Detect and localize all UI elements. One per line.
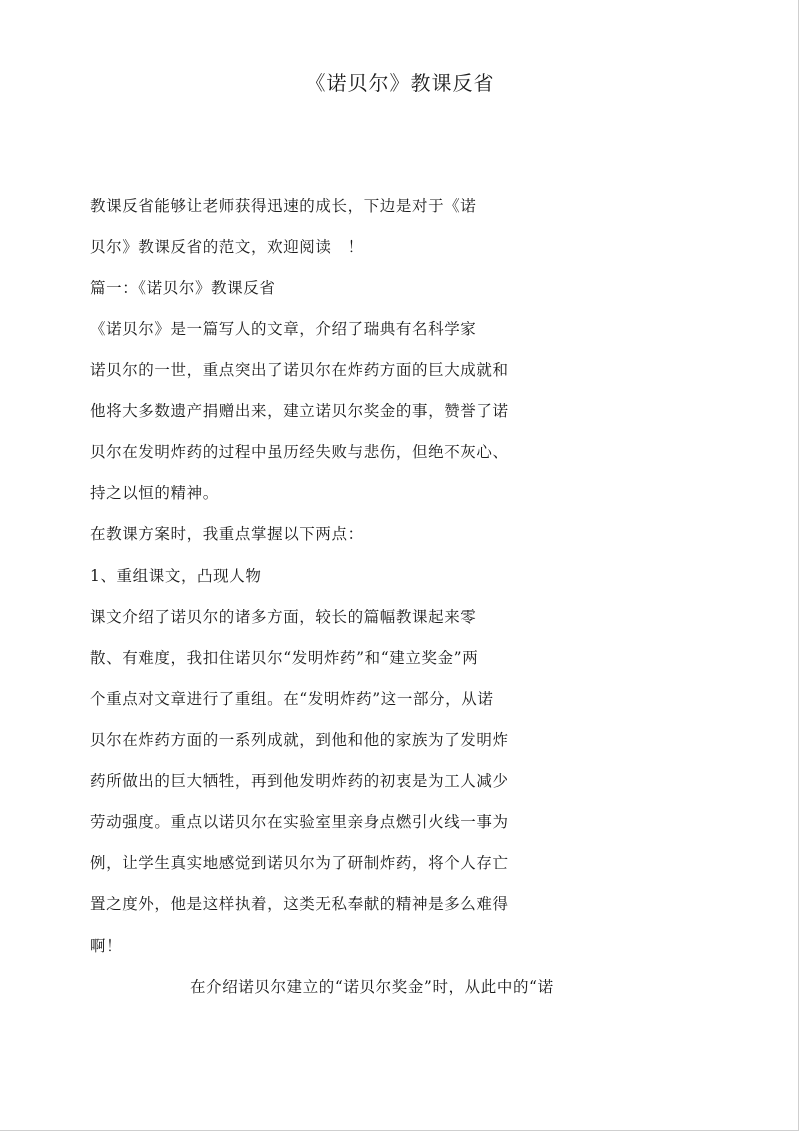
paragraph-line: 教课反省能够让老师获得迅速的成长，下边是对于《诺 [90, 197, 477, 215]
paragraph-line: 诺贝尔的一世，重点突出了诺贝尔在炸药方面的巨大成就和 [90, 361, 509, 379]
paragraph-line: 课文介绍了诺贝尔的诸多方面，较长的篇幅教课起来零 [90, 608, 477, 626]
paragraph-line: 他将大多数遗产捐赠出来，建立诺贝尔奖金的事，赞誉了诺 [90, 402, 509, 420]
paragraph-line: 持之以恒的精神。 [90, 484, 219, 502]
paragraph-line: 个重点对文章进行了重组。在“发明炸药”这一部分，从诺 [90, 690, 494, 708]
paragraph-line: 置之度外，他是这样执着，这类无私奉献的精神是多么难得 [90, 895, 509, 913]
paragraph-line: 例，让学生真实地感觉到诺贝尔为了研制炸药，将个人存亡 [90, 854, 509, 872]
paragraph-line: 药所做出的巨大牺牲，再到他发明炸药的初衷是为工人减少 [90, 772, 509, 790]
paragraph-line: 劳动强度。重点以诺贝尔在实验室里亲身点燃引火线一事为 [90, 813, 509, 831]
paragraph-line: 啊！ [90, 937, 123, 955]
paragraph-line: 贝尔在发明炸药的过程中虽历经失败与悲伤，但绝不灰心、 [90, 443, 509, 461]
paragraph-line: 散、有难度，我扣住诺贝尔“发明炸药”和“建立奖金”两 [90, 649, 479, 667]
paragraph-line: 在介绍诺贝尔建立的“诺贝尔奖金”时，从此中的“诺 [190, 978, 554, 996]
paragraph-line: 在教课方案时，我重点掌握以下两点： [90, 525, 364, 543]
paragraph-line: 《诺贝尔》是一篇写人的文章，介绍了瑞典有名科学家 [90, 320, 477, 338]
document-title: 《诺贝尔》教课反省 [305, 71, 495, 95]
section-heading: 篇一：《诺贝尔》教课反省 [90, 279, 276, 297]
paragraph-line: 贝尔》教课反省的范文，欢迎阅读 ！ [90, 238, 364, 256]
paragraph-line: 贝尔在炸药方面的一系列成就，到他和他的家族为了发明炸 [90, 731, 509, 749]
subsection-heading: 1、重组课文，凸现人物 [90, 567, 262, 585]
